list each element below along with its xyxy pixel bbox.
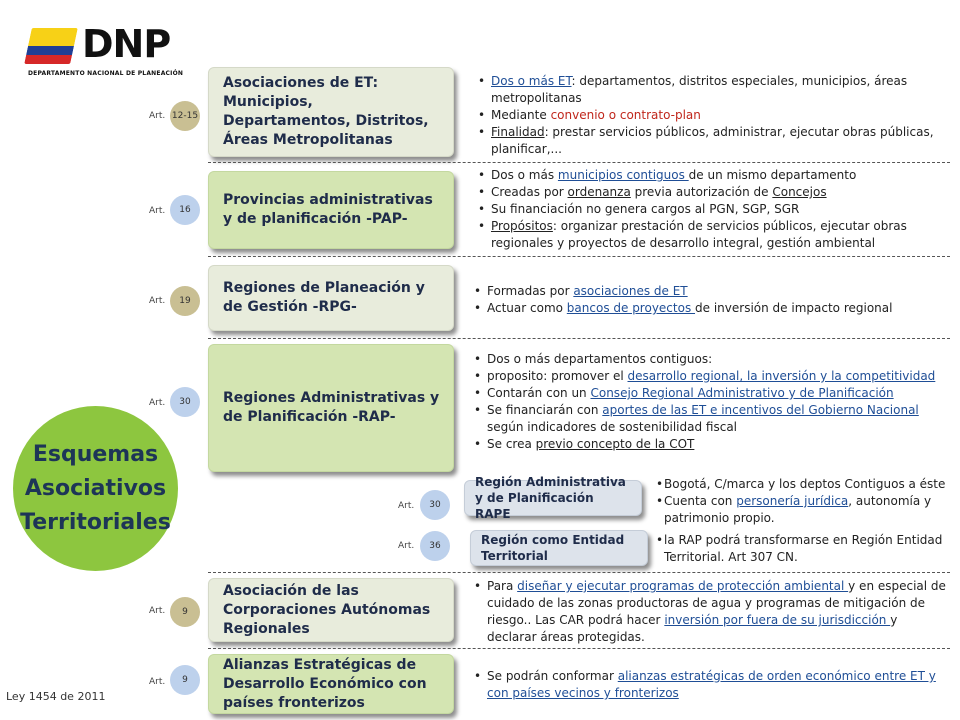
highlighted-term: bancos de proyectos: [566, 301, 696, 315]
art-label: Art.: [149, 398, 166, 408]
highlighted-term: inversión por fuera de su jurisdicción: [664, 613, 891, 627]
bullet-text: Formadas por: [487, 284, 574, 298]
article-number: 19: [170, 286, 200, 316]
dashed-divider: [208, 256, 950, 257]
highlighted-term: Consejo Regional Administrativo y de Planificación: [590, 386, 894, 400]
art-label: Art.: [149, 111, 166, 121]
main-topic-circle: [13, 406, 178, 571]
bullet-text: : organizar prestación de servicios públicos, ejecutar obras regionales y proyectos de desarrollo integral, gestión ambiental: [491, 219, 907, 250]
highlighted-term: alianzas estratégicas de orden económico entre ET y con países vecinos y fronterizos: [487, 669, 936, 700]
bullet-text: Se financiarán con: [487, 403, 603, 417]
bullet-item: [478, 184, 948, 201]
bullet-text: Contarán con un: [487, 386, 591, 400]
category-box: Alianzas Estratégicas de Desarrollo Económico con países fronterizos: [208, 654, 454, 714]
highlighted-term: desarrollo regional, la inversión y la competitividad: [627, 369, 936, 383]
category-description: [474, 351, 950, 453]
bullet-text: y en especial de cuidado de las zonas productoras de agua y programas de mitigación de riesgo.. Las CAR podrá hacer: [487, 579, 946, 627]
bullet-text: la RAP podrá transformarse en Región Entidad Territorial. Art 307 CN.: [664, 533, 943, 564]
colombia-flag-icon: [24, 28, 78, 64]
art-label: Art.: [149, 606, 166, 616]
article-number: 9: [170, 665, 200, 695]
underlined-term: previo concepto de la COT: [535, 437, 695, 451]
bullet-item: [478, 124, 948, 158]
bullet-text: Cuenta con: [664, 494, 737, 508]
bullet-item: [478, 167, 948, 184]
dashed-divider: [208, 338, 950, 339]
bullet-item: [478, 218, 948, 252]
bullet-item: [478, 107, 948, 124]
bullet-text: previa autorización de: [630, 185, 773, 199]
category-description: [474, 668, 950, 702]
bullet-item: [474, 351, 950, 368]
bullet-text: Bogotá, C/marca y los deptos Contiguos a éste: [664, 477, 946, 491]
category-description: [478, 167, 948, 252]
dashed-divider: [208, 648, 950, 649]
bullet-text: proposito: promover el: [487, 369, 628, 383]
article-number: 16: [170, 195, 200, 225]
bullet-text: Creadas por: [491, 185, 568, 199]
logo-subtitle: DEPARTAMENTO NACIONAL DE PLANEACIÓN: [28, 70, 184, 77]
logo-text: DNP: [82, 22, 171, 66]
underlined-term: ordenanza: [567, 185, 631, 199]
bullet-text: Se crea: [487, 437, 536, 451]
dashed-divider: [208, 162, 950, 163]
bullet-text: Se podrán conformar: [487, 669, 618, 683]
highlighted-term: convenio o contrato-plan: [550, 108, 701, 122]
art-label: Art.: [149, 677, 166, 687]
bullet-text: Su financiación no genera cargos al PGN, SGP, SGR: [491, 202, 800, 216]
main-topic-line: Territoriales: [20, 509, 171, 535]
bullet-item: [478, 73, 948, 107]
article-number: 9: [170, 597, 200, 627]
main-topic-line: Asociativos: [24, 475, 167, 501]
bullet-item: [656, 532, 956, 566]
bullet-text: , autonomía y patrimonio propio.: [664, 494, 932, 525]
article-number: 30: [170, 387, 200, 417]
category-description: [474, 283, 948, 317]
dashed-divider: [208, 572, 950, 573]
highlighted-term: asociaciones de ET: [573, 284, 688, 298]
category-box: Regiones Administrativas y de Planificación -RAP-: [208, 344, 454, 472]
bullet-text: Dos o más: [491, 168, 558, 182]
category-description: [656, 476, 956, 527]
highlighted-term: personería jurídica: [736, 494, 849, 508]
bullet-item: [474, 436, 950, 453]
art-label: Art.: [149, 206, 166, 216]
highlighted-term: municipios contiguos: [557, 168, 689, 182]
art-label: Art.: [398, 501, 415, 511]
underlined-term: Propósitos: [491, 219, 553, 233]
bullet-item: [656, 493, 956, 527]
art-label: Art.: [149, 296, 166, 306]
article-number: 36: [420, 531, 450, 561]
law-reference: Ley 1454 de 2011: [6, 690, 106, 703]
bullet-item: [478, 201, 948, 218]
bullet-text: Para: [487, 579, 518, 593]
bullet-item: [474, 668, 950, 702]
category-box: Regiones de Planeación y de Gestión -RPG-: [208, 265, 454, 331]
category-box: Región como Entidad Territorial: [470, 530, 648, 566]
highlighted-term: Dos o más ET: [491, 74, 572, 88]
highlighted-term: aportes de las ET e incentivos del Gobierno Nacional: [602, 403, 919, 417]
bullet-text: de un mismo departamento: [688, 168, 857, 182]
bullet-item: [474, 300, 948, 317]
bullet-text: según indicadores de sostenibilidad fiscal: [487, 420, 738, 434]
bullet-text: y declarar áreas protegidas.: [487, 613, 898, 644]
bullet-text: : prestar servicios públicos, administrar, ejecutar obras públicas, planificar,...: [491, 125, 934, 156]
bullet-text: : departamentos, distritos especiales, municipios, áreas metropolitanas: [491, 74, 908, 105]
category-box: Región Administrativa y de Planificación RAPE: [464, 480, 642, 516]
bullet-item: [474, 385, 950, 402]
article-number: 12-15: [170, 101, 200, 131]
bullet-text: Mediante: [491, 108, 551, 122]
category-box: Asociaciones de ET: Municipios, Departamentos, Distritos, Áreas Metropolitanas: [208, 67, 454, 157]
category-box: Asociación de las Corporaciones Autónomas Regionales: [208, 578, 454, 642]
article-number: 30: [420, 490, 450, 520]
bullet-item: [474, 578, 950, 646]
bullet-text: de inversión de impacto regional: [695, 301, 893, 315]
category-description: [478, 73, 948, 158]
underlined-term: Finalidad: [491, 125, 545, 139]
highlighted-term: diseñar y ejecutar programas de protección ambiental: [517, 579, 849, 593]
dnp-logo: [28, 22, 184, 77]
bullet-text: Actuar como: [487, 301, 567, 315]
underlined-term: Concejos: [772, 185, 827, 199]
bullet-text: Dos o más departamentos contiguos:: [487, 352, 713, 366]
bullet-item: [474, 283, 948, 300]
category-description: [474, 578, 950, 646]
main-topic-line: Esquemas: [32, 441, 159, 467]
bullet-item: [656, 476, 956, 493]
art-label: Art.: [398, 541, 415, 551]
bullet-item: [474, 402, 950, 436]
category-box: Provincias administrativas y de planificación -PAP-: [208, 171, 454, 249]
bullet-item: [474, 368, 950, 385]
category-description: [656, 532, 956, 566]
